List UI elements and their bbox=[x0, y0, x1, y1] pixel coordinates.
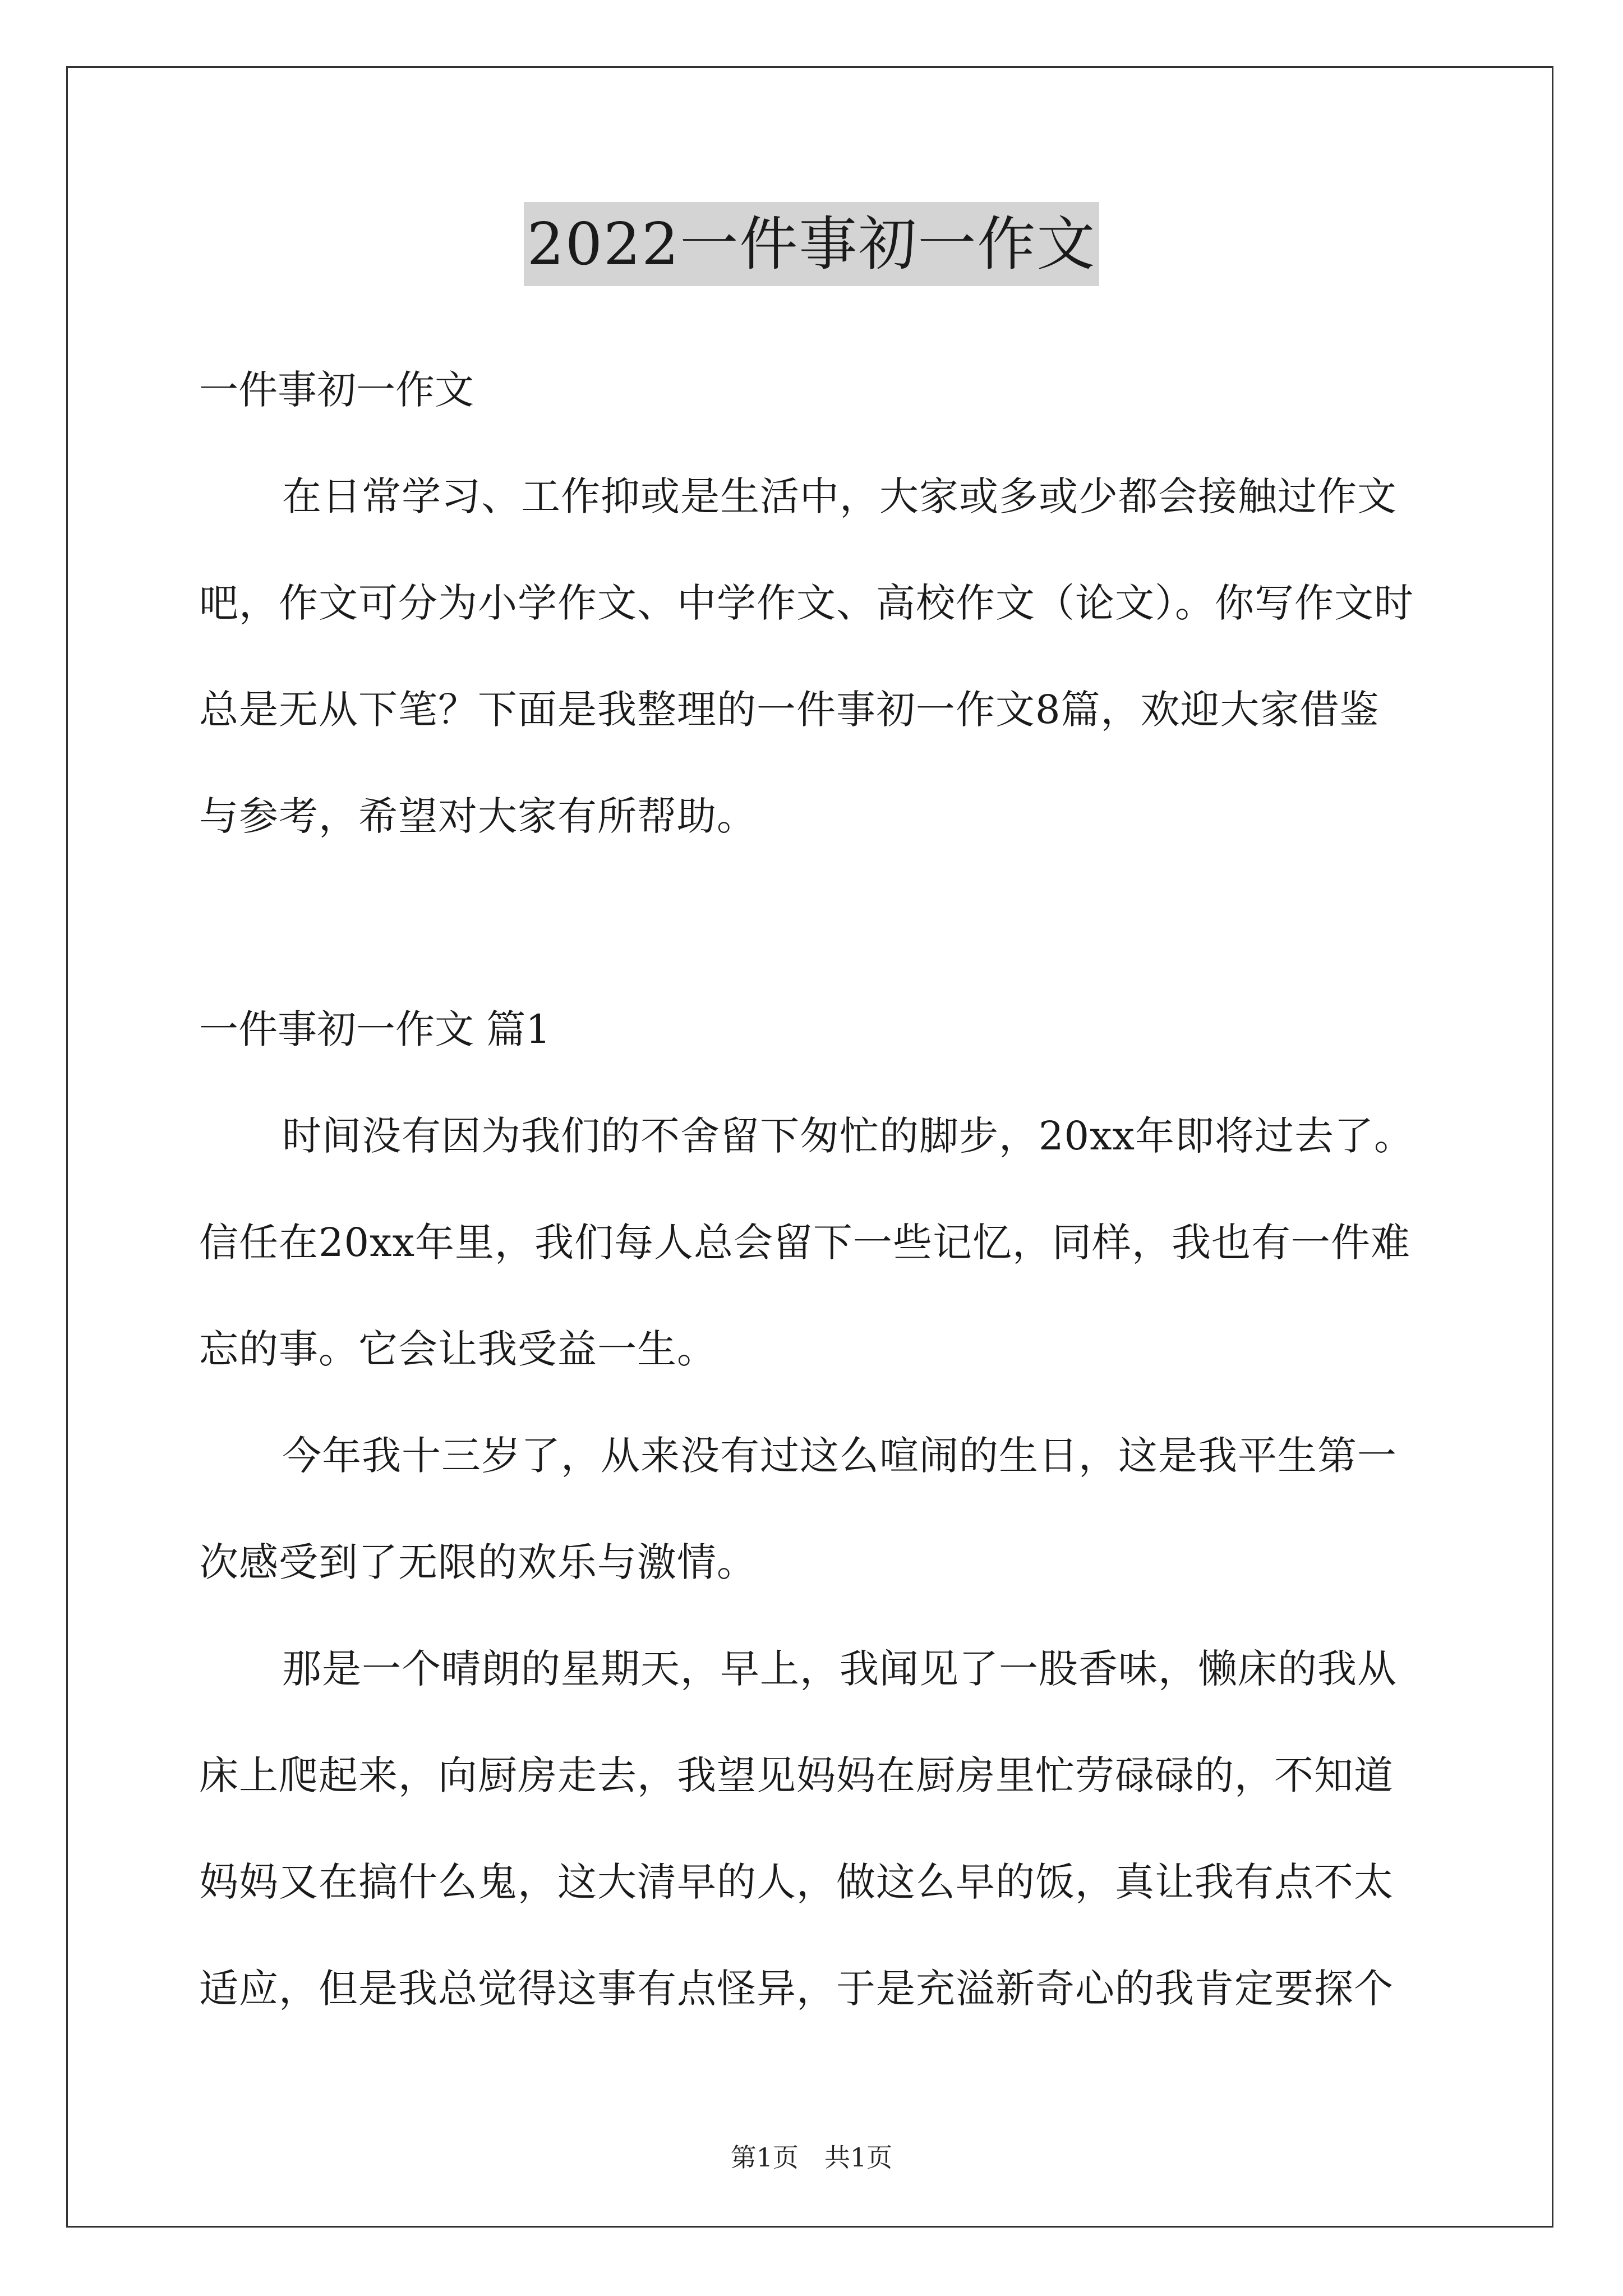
paragraph-line: 在日常学习、工作抑或是生活中，大家或多或少都会接触过作文 bbox=[282, 473, 1397, 519]
page-footer bbox=[0, 2137, 1623, 2174]
paragraph-line: 信任在20xx年里，我们每人总会留下一些记忆，同样，我也有一件难 bbox=[199, 1220, 1411, 1266]
page-total: 共1页 bbox=[824, 2142, 893, 2173]
paragraph-line: 妈妈又在搞什么鬼，这大清早的人，做这么早的饭，真让我有点不太 bbox=[199, 1859, 1394, 1905]
paragraph-line: 今年我十三岁了，从来没有过这么喧闹的生日，这是我平生第一 bbox=[282, 1433, 1397, 1479]
intro-heading: 一件事初一作文 bbox=[199, 367, 474, 413]
spacer bbox=[199, 869, 1433, 976]
intro-paragraph bbox=[199, 443, 1433, 869]
title-wrap bbox=[0, 202, 1623, 286]
paragraph-line: 那是一个晴朗的星期天，早上，我闻见了一股香味，懒床的我从 bbox=[282, 1646, 1397, 1692]
paragraph-line: 床上爬起来，向厨房走去，我望见妈妈在厨房里忙劳碌碌的，不知道 bbox=[199, 1752, 1394, 1798]
document-body bbox=[199, 337, 1433, 2042]
paragraph-line: 次感受到了无限的欢乐与激情。 bbox=[199, 1539, 757, 1585]
paragraph-line: 忘的事。它会让我受益一生。 bbox=[199, 1326, 717, 1372]
paragraph-line: 时间没有因为我们的不舍留下匆忙的脚步，20xx年即将过去了。 bbox=[282, 1113, 1414, 1159]
paragraph-line: 吧，作文可分为小学作文、中学作文、高校作文（论文）。你写作文时 bbox=[199, 580, 1414, 626]
paragraph-line: 适应，但是我总觉得这事有点怪异，于是充溢新奇心的我肯定要探个 bbox=[199, 1966, 1394, 2012]
paragraph-line: 总是无从下笔？下面是我整理的一件事初一作文8篇，欢迎大家借鉴 bbox=[199, 687, 1380, 733]
document-title: 2022一件事初一作文 bbox=[524, 202, 1100, 286]
section-paragraph-1 bbox=[199, 1083, 1433, 1402]
page-number: 第1页 bbox=[730, 2142, 799, 2173]
section-heading: 一件事初一作文 篇1 bbox=[199, 1006, 551, 1052]
paragraph-line: 与参考，希望对大家有所帮助。 bbox=[199, 793, 757, 839]
section-paragraph-3 bbox=[199, 1616, 1433, 2042]
section-paragraph-2 bbox=[199, 1402, 1433, 1616]
